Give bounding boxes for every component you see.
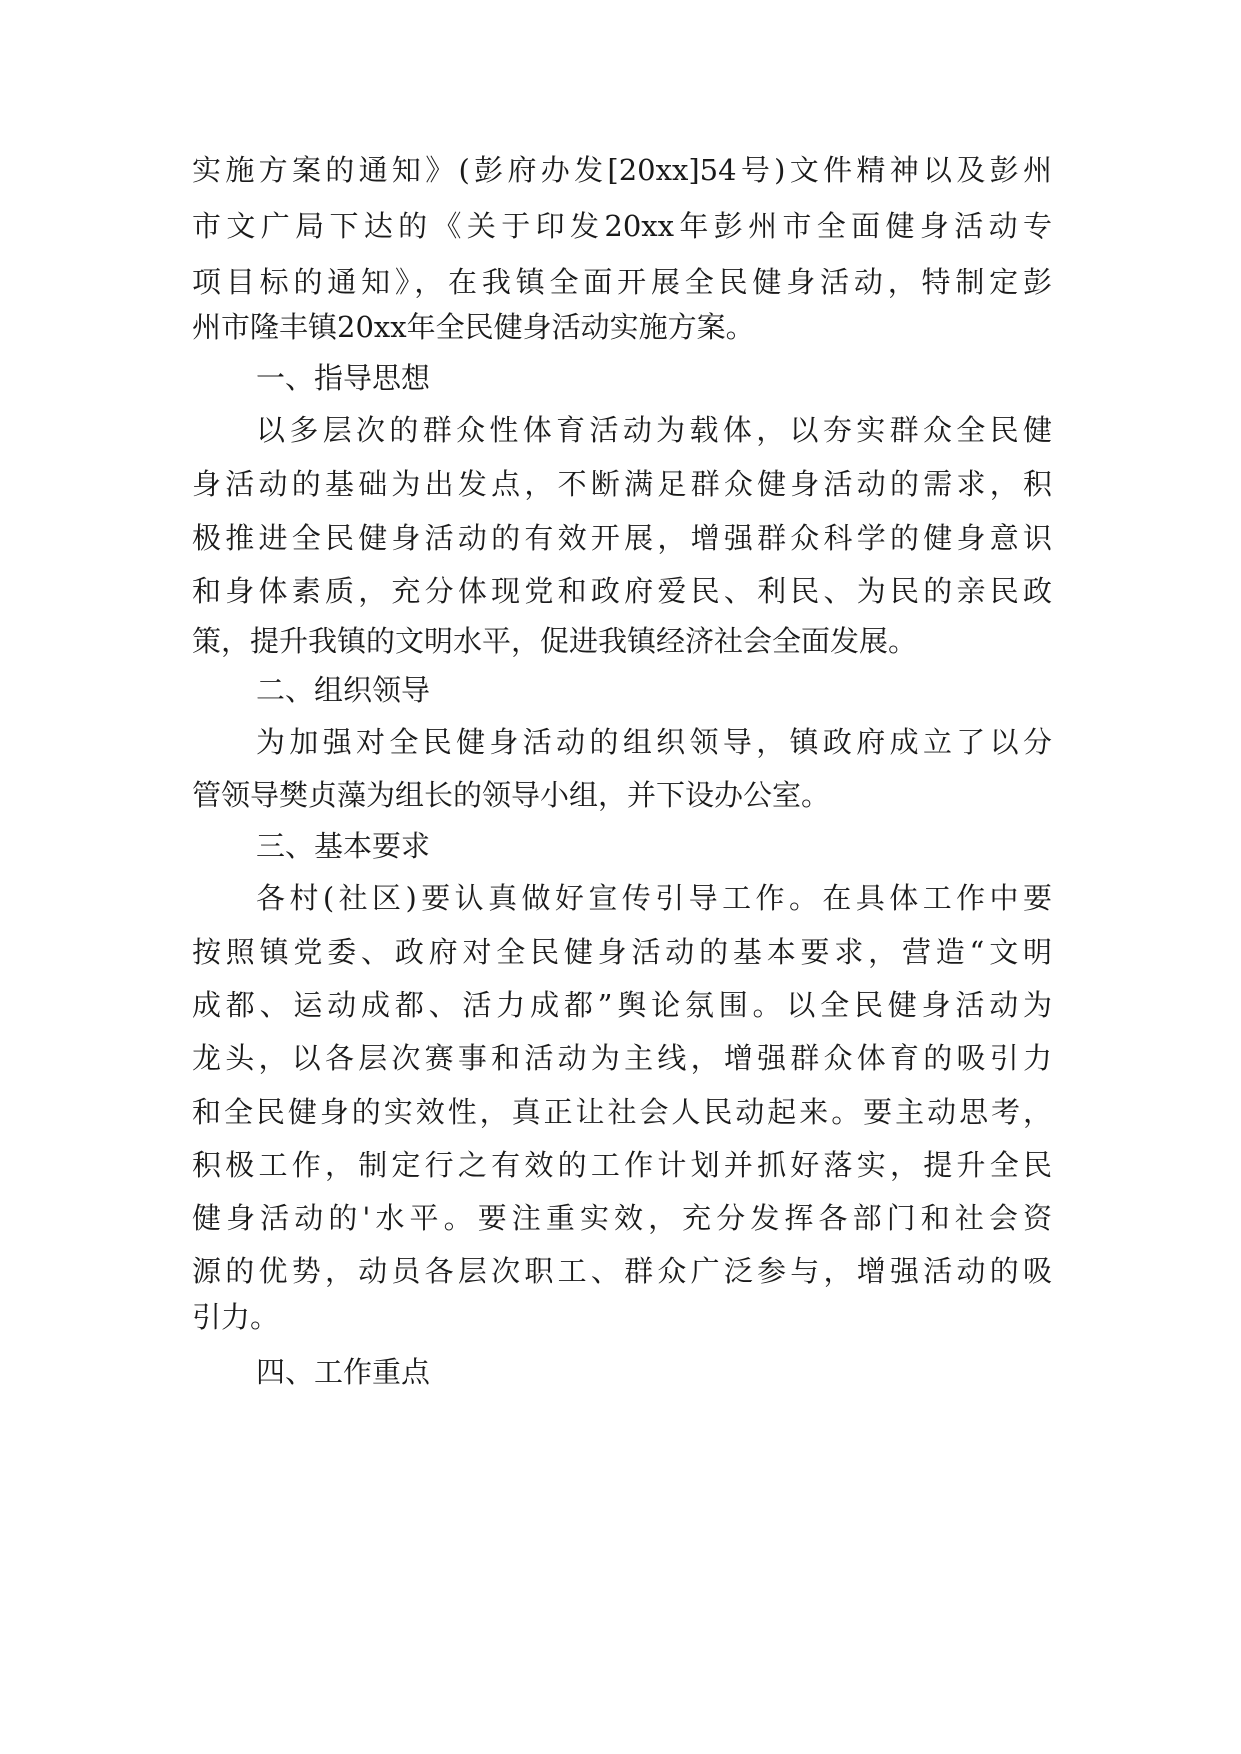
body-text-line: 成都、运动成都、活力成都”舆论氛围。以全民健身活动为 <box>192 988 1052 1022</box>
body-text-line: 为加强对全民健身活动的组织领导，镇政府成立了以分 <box>256 725 1052 759</box>
section-heading-organization: 二、组织领导 <box>256 673 431 707</box>
body-text-line: 源的优势，动员各层次职工、群众广泛参与，增强活动的吸 <box>192 1254 1052 1288</box>
body-text-line: 健身活动的'水平。要注重实效，充分发挥各部门和社会资 <box>192 1201 1052 1235</box>
body-text-line: 和全民健身的实效性，真正让社会人民动起来。要主动思考， <box>192 1095 1052 1129</box>
body-text-line: 积极工作，制定行之有效的工作计划并抓好落实，提升全民 <box>192 1148 1052 1182</box>
body-text-line: 市文广局下达的《关于印发20xx年彭州市全面健身活动专 <box>192 209 1052 243</box>
body-text-line: 和身体素质，充分体现党和政府爱民、利民、为民的亲民政 <box>192 574 1052 608</box>
body-text-line: 策，提升我镇的文明水平，促进我镇经济社会全面发展。 <box>192 624 918 658</box>
section-heading-basic-requirements: 三、基本要求 <box>256 829 431 863</box>
body-text-line: 以多层次的群众性体育活动为载体，以夯实群众全民健 <box>256 413 1052 447</box>
body-text-line: 项目标的通知》，在我镇全面开展全民健身活动，特制定彭 <box>192 265 1052 299</box>
body-text-line: 州市隆丰镇20xx年全民健身活动实施方案。 <box>192 310 755 344</box>
section-heading-guiding-ideology: 一、指导思想 <box>256 361 431 395</box>
body-text-line: 按照镇党委、政府对全民健身活动的基本要求，营造“文明 <box>192 935 1052 969</box>
body-text-line: 龙头，以各层次赛事和活动为主线，增强群众体育的吸引力 <box>192 1041 1052 1075</box>
body-text-line: 极推进全民健身活动的有效开展，增强群众科学的健身意识 <box>192 521 1052 555</box>
body-text-line: 身活动的基础为出发点，不断满足群众健身活动的需求，积 <box>192 467 1052 501</box>
body-text-line: 引力。 <box>192 1300 280 1334</box>
body-text-line: 各村(社区)要认真做好宣传引导工作。在具体工作中要 <box>256 881 1052 915</box>
body-text-line: 实施方案的通知》(彭府办发[20xx]54号)文件精神以及彭州 <box>192 153 1052 187</box>
body-text-line: 管领导樊贞藻为组长的领导小组，并下设办公室。 <box>192 778 831 812</box>
section-heading-work-focus: 四、工作重点 <box>256 1355 431 1389</box>
